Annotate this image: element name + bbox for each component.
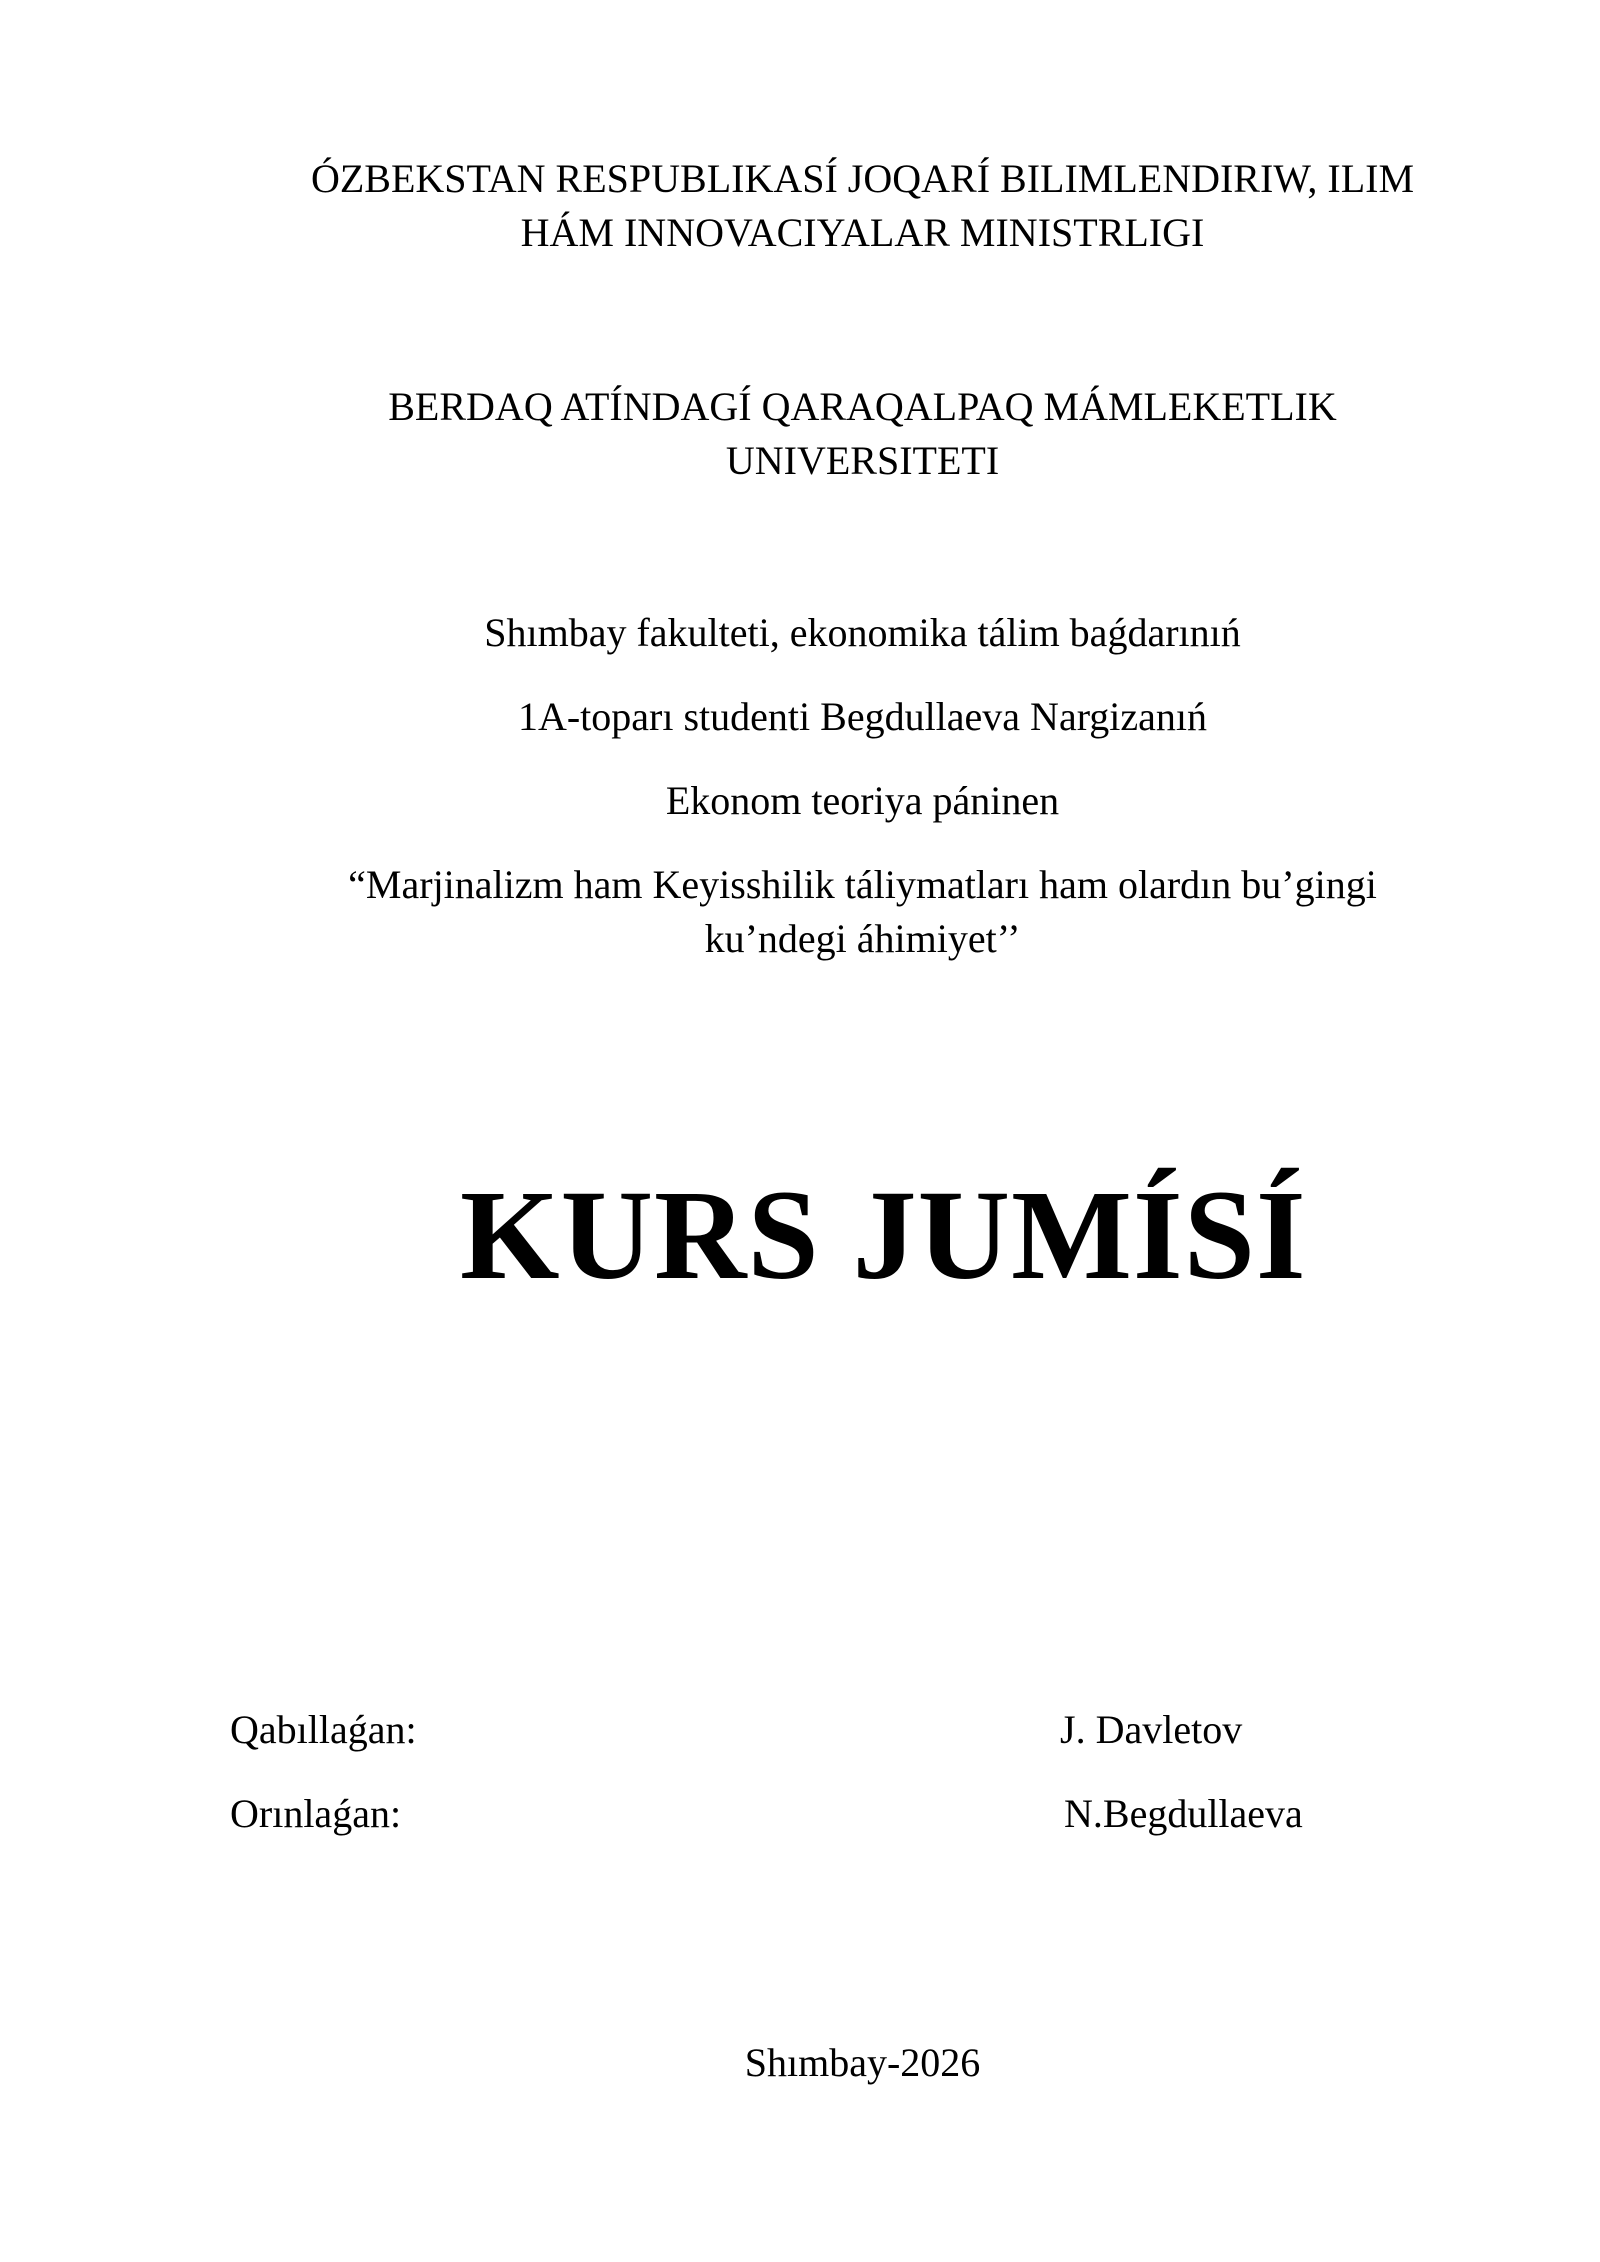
document-type-heading [460,1160,1310,1310]
document-type-text: KURS JUMÍSÍ [460,1164,1307,1306]
subject-line: Ekonom teoriya páninen [665,778,1060,823]
signature-row-performed [230,1784,1430,1844]
university-line-2: UNIVERSITETI [725,438,1000,483]
performed-label: Orınlaǵan: [230,1791,402,1836]
ministry-header [260,152,1465,260]
footer-city-year [0,2036,1600,2090]
footer-text: Shımbay-2026 [744,2040,981,2085]
accepted-name: J. Davletov [1060,1707,1243,1752]
ministry-line-2: HÁM INNOVACIYALAR MINISTRLIGI [520,210,1205,255]
university-line-1: BERDAQ ATÍNDAGÍ QARAQALPAQ MÁMLEKETLIK [388,384,1337,429]
performed-name: N.Begdullaeva [1064,1791,1303,1836]
topic-line-1: “Marjinalizm ham Keyisshilik táliymatları ham olardın bu’gingi [348,862,1377,907]
topic-title [300,858,1425,966]
faculty-line: Shımbay fakulteti, ekonomika tálim baǵdarınıń [484,610,1241,655]
ministry-line-1: ÓZBEKSTAN RESPUBLIKASÍ JOQARÍ BILIMLENDIRIW, ILIM [310,156,1415,201]
faculty-text [0,606,1600,660]
accepted-label: Qabıllaǵan: [230,1707,417,1752]
student-line: 1A-toparı studenti Begdullaeva Nargizanıń [517,694,1208,739]
student-text [0,690,1600,744]
university-header [340,380,1385,488]
topic-line-2: ku’ndegi áhimiyet’’ [704,916,1021,961]
subject-text [0,774,1600,828]
signature-row-accepted [230,1700,1430,1760]
